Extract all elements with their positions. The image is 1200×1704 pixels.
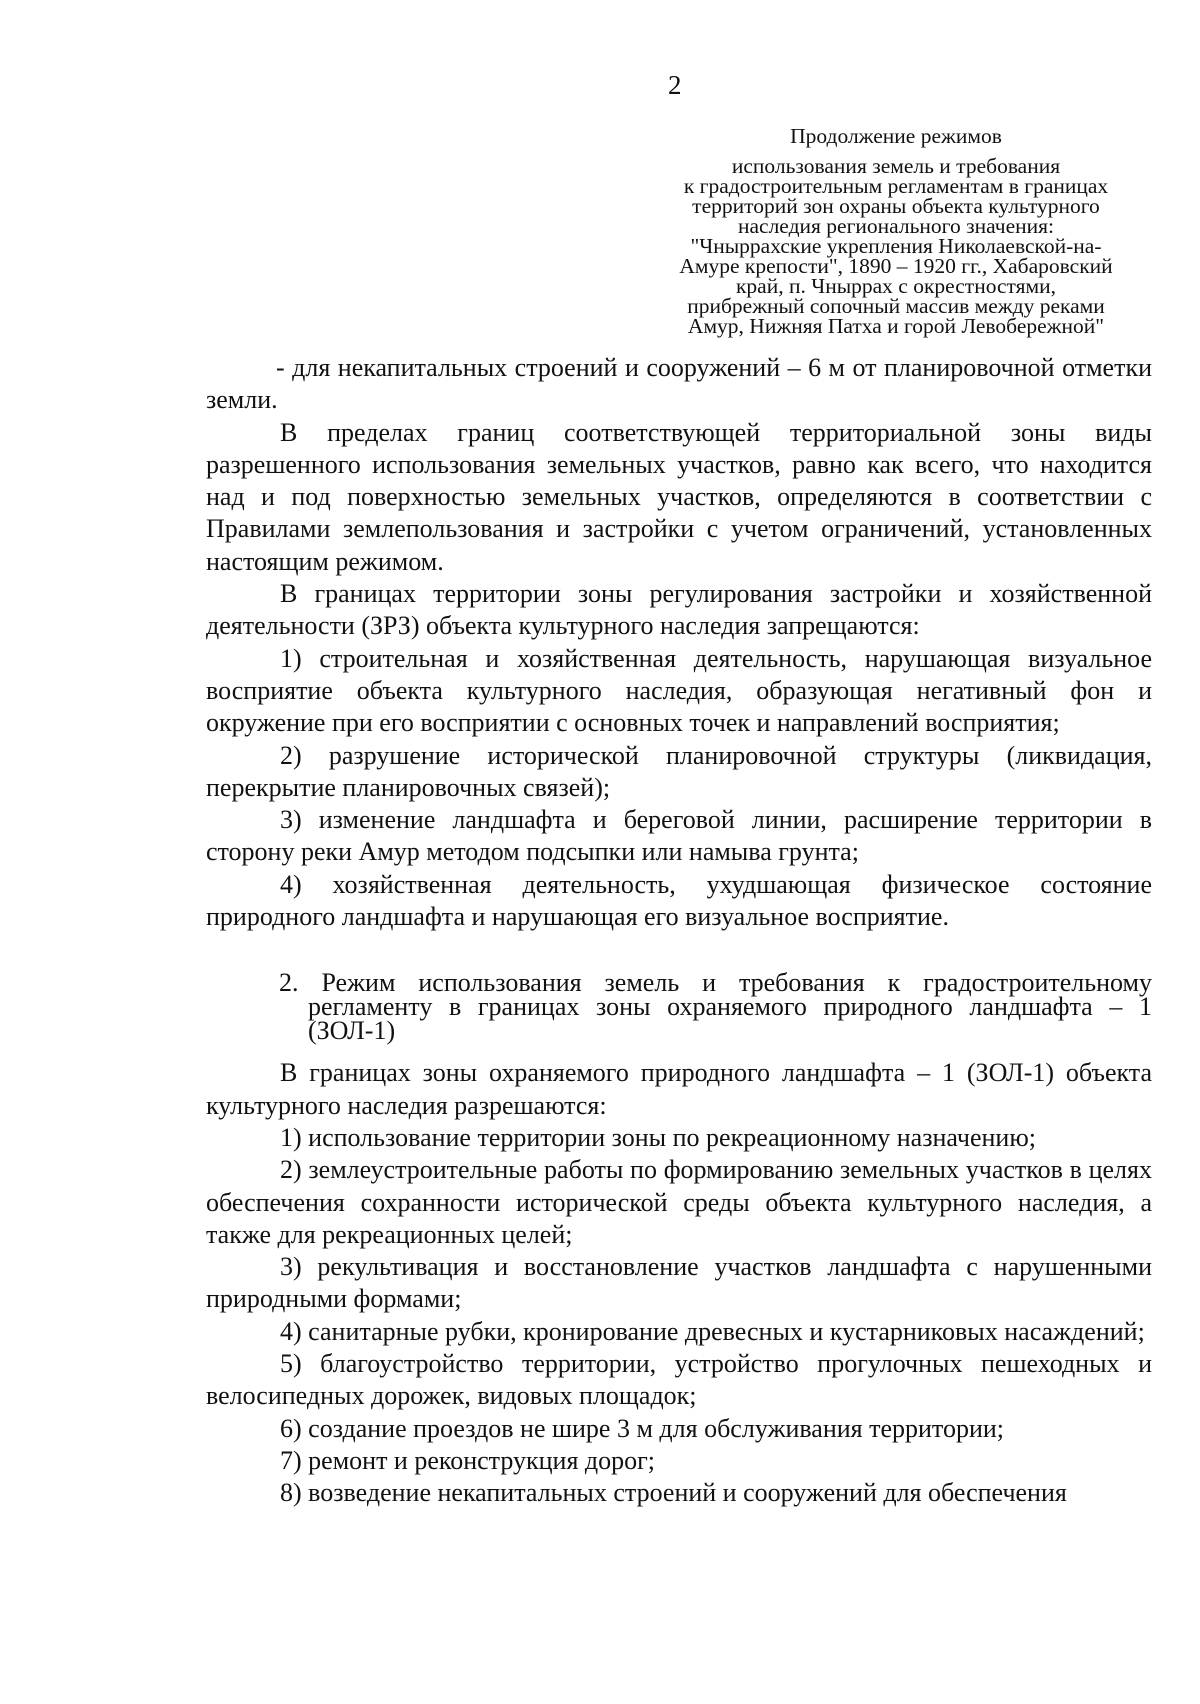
body-text [206,352,1152,1510]
header-line: наследия регионального значения: [737,214,1054,238]
list-item: 8) возведение некапитальных строений и сооружений для обеспечения [280,1478,1067,1508]
header-line: Амур, Нижняя Патха и горой Левобережной" [687,314,1105,338]
section-heading: 2. Режим использования земель и требования к градостроительному регламенту в границах зоны охраняемого природного ландшафта – 1 (ЗОЛ-1) [279,968,1152,1046]
list-item: 2) землеустроительные работы по формированию земельных участков в целях обеспечения сохранности исторической среды объекта культурного наследия, а также для рекреационных целей; [206,1155,1152,1249]
header-line: к градостроительным регламентам в границах [683,174,1109,198]
header-line: использования земель и требования [731,154,1061,178]
paragraph: В границах территории зоны регулирования застройки и хозяйственной деятельности (ЗРЗ) объекта культурного наследия запрещаются: [206,579,1152,641]
list-item: 1) использование территории зоны по рекреационному назначению; [280,1122,1036,1152]
list-item: 4) хозяйственная деятельность, ухудшающая физическое состояние природного ландшафта и нарушающая его визуальное восприятие. [206,869,1152,932]
paragraph: В пределах границ соответствующей территориальной зоны виды разрешенного использования земельных участков, равно как всего, что находится над и под поверхностью земельных участков, определяются в соответствии с Правилами землепользования и застройки с учетом ограничений, установленных настоящим режимом. [206,417,1152,576]
header-line: прибрежный сопочный массив между реками [687,294,1105,318]
paragraph: В границах зоны охраняемого природного ландшафта – 1 (ЗОЛ-1) объекта культурного наследия разрешаются: [206,1058,1152,1120]
list-item: 7) ремонт и реконструкция дорог; [280,1445,656,1475]
list-item: 4) санитарные рубки, кронирование древесных и кустарниковых насаждений; [280,1316,1145,1346]
paragraph: - для некапитальных строений и сооружений – 6 м от планировочной отметки земли. [206,353,1152,415]
header-title: Продолжение режимов [790,124,1002,148]
list-item: 5) благоустройство территории, устройство прогулочных пешеходных и велосипедных дорожек, видовых площадок; [206,1349,1152,1411]
header-line: "Чныррахские укрепления Николаевской-на- [690,234,1102,258]
list-item: 2) разрушение исторической планировочной структуры (ликвидация, перекрытие планировочных связей); [206,740,1152,802]
list-item: 6) создание проездов не шире 3 м для обслуживания территории; [280,1413,1005,1443]
list-item: 1) строительная и хозяйственная деятельность, нарушающая визуальное восприятие объекта культурного наследия, образующая негативный фон и окружение при его восприятии с основных точек и направлений восприятия; [206,643,1152,738]
list-item: 3) изменение ландшафта и береговой линии, расширение территории в сторону реки Амур методом подсыпки или намыва грунта; [206,805,1152,867]
header-block [640,126,1152,336]
header-line: территорий зон охраны объекта культурного [692,194,1100,218]
page-number: 2 [668,70,682,100]
header-line: край, п. Чныррах с окрестностями, [735,274,1057,298]
list-item: 3) рекультивация и восстановление участков ландшафта с нарушенными природными формами; [206,1252,1152,1314]
header-line: Амуре крепости", 1890 – 1920 гг., Хабаровский [679,254,1113,278]
